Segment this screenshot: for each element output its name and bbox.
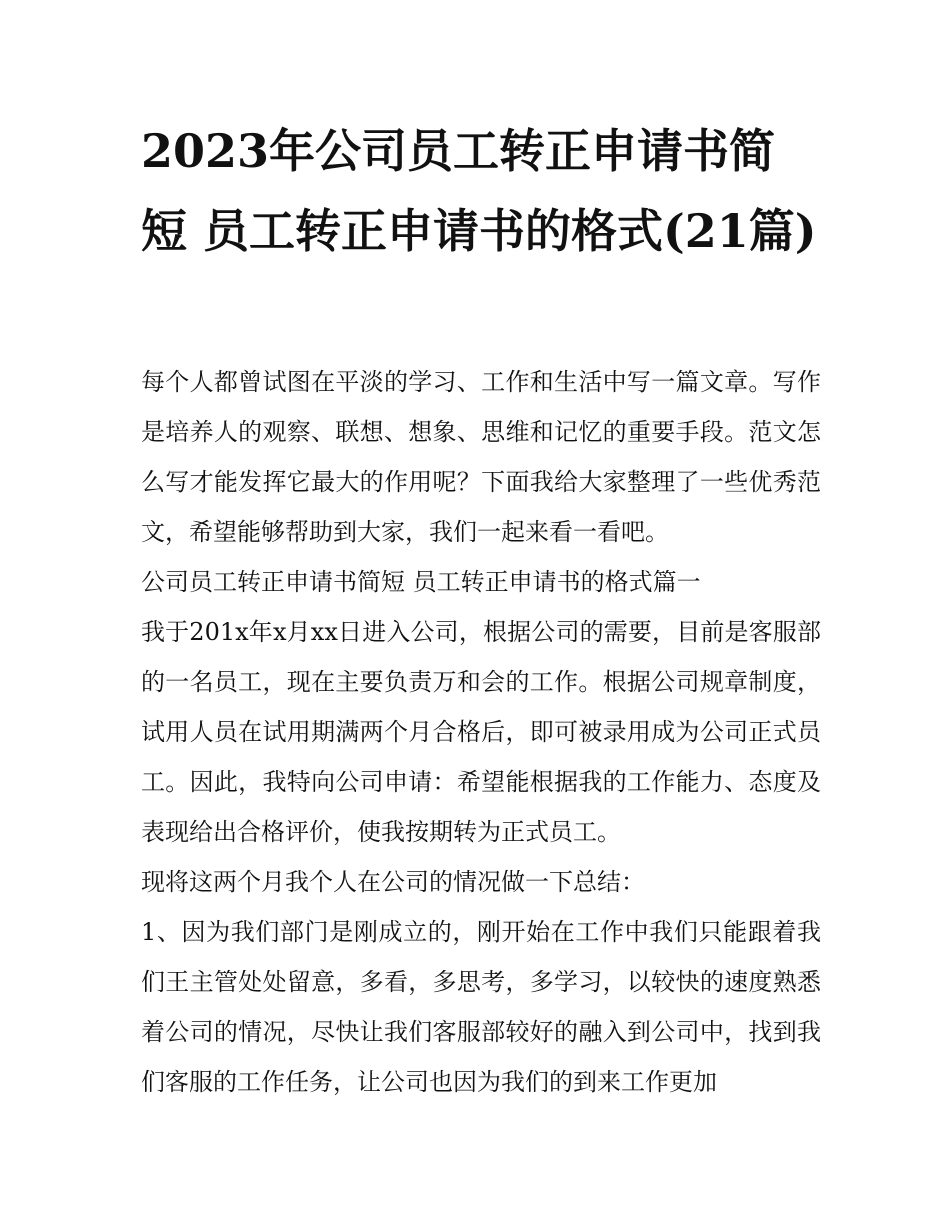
intro-paragraph: 每个人都曾试图在平淡的学习、工作和生活中写一篇文章。写作是培养人的观察、联想、想象、思维和记忆的重要手段。范文怎么写才能发挥它最大的作用呢？下面我给大家整理了一些优秀范文，希望能够帮助到大家，我们一起来看一看吧。	[141, 368, 821, 546]
summary-intro-paragraph: 现将这两个月我个人在公司的情况做一下总结：	[141, 868, 645, 896]
document-body	[141, 357, 821, 1107]
summary-item-1-paragraph: 1、因为我们部门是刚成立的，刚开始在工作中我们只能跟着我们王主管处处留意，多看，多思考，多学习，以较快的速度熟悉着公司的情况，尽快让我们客服部较好的融入到公司中，找到我们客服的工作任务，让公司也因为我们的到来工作更加	[141, 918, 821, 1096]
document-title: 2023年公司员工转正申请书简短 员工转正申请书的格式(21篇)	[141, 124, 817, 258]
application-paragraph: 我于201x年x月xx日进入公司，根据公司的需要，目前是客服部的一名员工，现在主要负责万和会的工作。根据公司规章制度，试用人员在试用期满两个月合格后，即可被录用成为公司正式员工。因此，我特向公司申请：希望能根据我的工作能力、态度及表现给出合格评价，使我按期转为正式员工。	[141, 618, 821, 846]
section-heading: 公司员工转正申请书简短 员工转正申请书的格式篇一	[141, 568, 701, 596]
